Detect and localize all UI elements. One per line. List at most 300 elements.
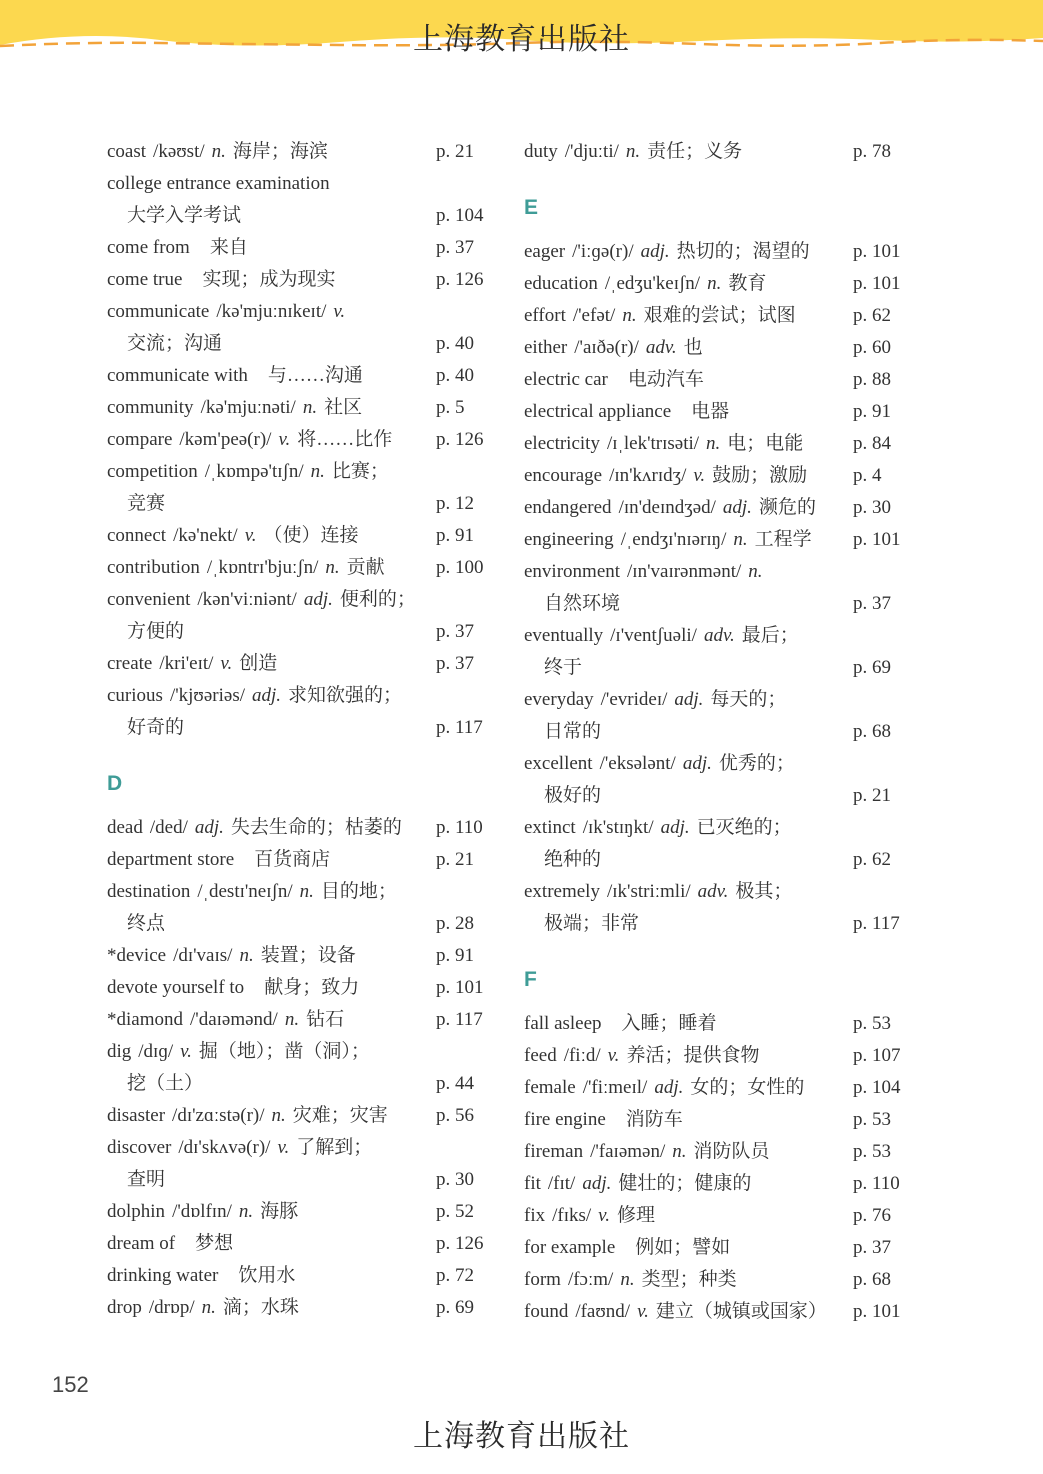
- entry-definition: 目的地；: [320, 881, 397, 902]
- entry-definition-continued: 交流；沟通: [127, 333, 223, 354]
- entry-continued-line: [107, 200, 502, 232]
- entry-page-ref: p. 37: [436, 621, 474, 642]
- entry-part-of-speech: n.: [672, 1141, 687, 1162]
- entry-first-line: [107, 424, 502, 456]
- entry-definition: 艰难的尝试；试图: [643, 305, 796, 326]
- entry-page-ref: p. 5: [436, 397, 465, 418]
- entry-first-line: [524, 1072, 919, 1104]
- entry-definition: 热切的；渴望的: [676, 241, 810, 262]
- entry-first-line: [524, 1200, 919, 1232]
- entry-definition: 最后；: [741, 625, 799, 646]
- entry-part-of-speech: v.: [333, 301, 346, 322]
- entry-word: contribution: [107, 557, 200, 578]
- entry-word: extremely: [524, 881, 600, 902]
- entry-word: disaster: [107, 1105, 166, 1126]
- entry-destination: [107, 876, 502, 940]
- entry-encourage: [524, 460, 919, 492]
- entry-first-line: [524, 1136, 919, 1168]
- entry-part-of-speech: n.: [620, 1269, 635, 1290]
- entry-first-line: [524, 876, 919, 908]
- entry-part-of-speech: v.: [607, 1045, 620, 1066]
- entry-definition: （使）连接: [263, 525, 359, 546]
- entry-continued-line: [107, 1068, 502, 1100]
- entry-first-line: [524, 236, 919, 268]
- entry-definition-continued: 极端；非常: [544, 913, 640, 934]
- entry-phonetic: /ɪn'kʌrɪdʒ/: [609, 465, 687, 486]
- entry-definition: 教育: [728, 273, 767, 294]
- entry-word: come from: [107, 237, 190, 258]
- entry-definition: 了解到；: [296, 1137, 373, 1158]
- entry-definition: 电器: [691, 401, 730, 422]
- entry-word: eager: [524, 241, 566, 262]
- entry-word: discover: [107, 1137, 172, 1158]
- entry-definition: 优秀的；: [718, 753, 795, 774]
- entry-word: encourage: [524, 465, 603, 486]
- entry-part-of-speech: n.: [622, 305, 637, 326]
- entry-first-line: [107, 1260, 502, 1292]
- entry-phonetic: /fiːd/: [563, 1045, 601, 1066]
- entry-definition-continued: 自然环境: [544, 593, 621, 614]
- entry-first-line: [107, 972, 502, 1004]
- entry-page-ref: p. 126: [436, 429, 484, 450]
- entry-phonetic: /dɪɡ/: [138, 1041, 174, 1062]
- entry-word: fireman: [524, 1141, 584, 1162]
- entry-part-of-speech: n.: [625, 141, 641, 162]
- entry-definition: 失去生命的；枯萎的: [230, 817, 402, 838]
- entry-page-ref: p. 37: [853, 593, 891, 614]
- entry-part-of-speech: adv.: [645, 337, 677, 358]
- entry-phonetic: /kə'mjuːnɪkeɪt/: [216, 301, 327, 322]
- entry-first-line: [107, 552, 502, 584]
- entry-word: duty: [524, 141, 558, 162]
- entry-page-ref: p. 126: [436, 269, 484, 290]
- entry-page-ref: p. 21: [436, 849, 474, 870]
- entry-for-example: [524, 1232, 919, 1264]
- entry-part-of-speech: v.: [277, 1137, 290, 1158]
- entry-word: department store: [107, 849, 235, 870]
- entry-part-of-speech: adj.: [682, 753, 712, 774]
- entry-word: dead: [107, 817, 143, 838]
- entry-definition: 也: [683, 337, 703, 358]
- entry-extremely: [524, 876, 919, 940]
- entry-first-line: [107, 520, 502, 552]
- entry-page-ref: p. 56: [436, 1105, 474, 1126]
- entry-word: fall asleep: [524, 1013, 602, 1034]
- entry-first-line: [524, 364, 919, 396]
- entry-definition: 海岸；海滨: [232, 141, 328, 162]
- entry-page-ref: p. 44: [436, 1073, 474, 1094]
- header-publisher: 上海教育出版社: [413, 22, 630, 57]
- entry-word: drop: [107, 1297, 142, 1318]
- entry-phonetic: /ded/: [149, 817, 188, 838]
- entry-word: engineering: [524, 529, 614, 550]
- entry-first-line: [107, 136, 502, 168]
- entry-page-ref: p. 53: [853, 1141, 891, 1162]
- entry-phonetic: /ˌkɒntrɪ'bjuːʃn/: [206, 557, 319, 578]
- entry-page-ref: p. 69: [436, 1297, 474, 1318]
- entry-word: dream of: [107, 1233, 176, 1254]
- entry-first-line: [524, 556, 919, 588]
- entry-part-of-speech: adv.: [697, 881, 729, 902]
- entry-continued-line: [107, 908, 502, 940]
- entry-drinking-water: [107, 1260, 502, 1292]
- entry-convenient: [107, 584, 502, 648]
- entry-first-line: [524, 396, 919, 428]
- entry-environment: [524, 556, 919, 620]
- entry-word: *device: [107, 945, 167, 966]
- entry-first-line: [107, 392, 502, 424]
- entry-endangered: [524, 492, 919, 524]
- entry-word: competition: [107, 461, 198, 482]
- entry-definition: 社区: [324, 397, 363, 418]
- entry-page-ref: p. 68: [853, 1269, 891, 1290]
- entry-extinct: [524, 812, 919, 876]
- entry-definition-continued: 查明: [127, 1169, 166, 1190]
- entry-word: electricity: [524, 433, 600, 454]
- entry-phonetic: /ˌdestɪ'neɪʃn/: [197, 881, 293, 902]
- entry-word: communicate with: [107, 365, 248, 386]
- entry-page-ref: p. 40: [436, 365, 474, 386]
- entry-first-line: [524, 492, 919, 524]
- entry-definition: 与……沟通: [267, 365, 363, 386]
- entry-effort: [524, 300, 919, 332]
- section-heading-e: E: [524, 196, 539, 219]
- entry-first-line: [524, 460, 919, 492]
- entry-page-ref: p. 62: [853, 849, 891, 870]
- entry-electric-car: [524, 364, 919, 396]
- entry-definition: 来自: [209, 237, 248, 258]
- entry-part-of-speech: n.: [302, 397, 318, 418]
- entry-page-ref: p. 37: [436, 653, 474, 674]
- entry-communicate-with: [107, 360, 502, 392]
- entry-phonetic: /'djuːti/: [564, 141, 619, 162]
- entry-first-line: [524, 1232, 919, 1264]
- entry-page-ref: p. 4: [853, 465, 882, 486]
- entry-first-line: [107, 456, 502, 488]
- entry-phonetic: /'dɒlfɪn/: [172, 1201, 232, 1222]
- entry-page-ref: p. 101: [853, 1301, 901, 1322]
- entry-first-line: [107, 584, 502, 616]
- entry-continued-line: [524, 652, 919, 684]
- entry-definition-continued: 绝种的: [544, 849, 602, 870]
- entry-part-of-speech: adj.: [654, 1077, 684, 1098]
- entry-first-line: [524, 1008, 919, 1040]
- entry-page-ref: p. 117: [853, 913, 900, 934]
- entry-definition: 比赛；: [331, 461, 389, 482]
- entry-word: fix: [524, 1205, 546, 1226]
- entry-page-ref: p. 117: [436, 1009, 483, 1030]
- entry-definition: 例如；譬如: [635, 1237, 731, 1258]
- entry-word: extinct: [524, 817, 576, 838]
- entry-first-line: [524, 1168, 919, 1200]
- entry-phonetic: /drɒp/: [148, 1297, 195, 1318]
- entry-part-of-speech: n.: [706, 433, 721, 454]
- entry-definition: 实现；成为现实: [202, 269, 336, 290]
- entry-word: female: [524, 1077, 576, 1098]
- entry-first-line: [524, 136, 919, 168]
- entry-first-line: [107, 940, 502, 972]
- entry-continued-line: [524, 716, 919, 748]
- entry-part-of-speech: v.: [693, 465, 706, 486]
- entry-page-ref: p. 72: [436, 1265, 474, 1286]
- entry-first-line: [107, 168, 502, 200]
- entry-part-of-speech: n.: [201, 1297, 216, 1318]
- entry-page-ref: p. 76: [853, 1205, 891, 1226]
- entry-part-of-speech: v.: [598, 1205, 610, 1226]
- entry-definition-continued: 极好的: [544, 785, 602, 806]
- entry-continued-line: [524, 780, 919, 812]
- entry-create: [107, 648, 502, 680]
- entry-definition: 钻石: [306, 1009, 345, 1030]
- entry-first-line: [107, 1228, 502, 1260]
- entry-first-line: [107, 360, 502, 392]
- entry-word: college entrance examination: [107, 173, 330, 194]
- entry-part-of-speech: n.: [271, 1105, 286, 1126]
- entry-part-of-speech: adj.: [582, 1173, 612, 1194]
- left-column: [107, 136, 502, 1324]
- entry-word: excellent: [524, 753, 593, 774]
- entry-phonetic: /fɪt/: [547, 1173, 576, 1194]
- entry-definition: 求知欲强的；: [288, 685, 403, 706]
- entry-definition: 鼓励；激励: [712, 465, 808, 486]
- entry-connect: [107, 520, 502, 552]
- entry-word: coast: [107, 141, 147, 162]
- entry-part-of-speech: n.: [325, 557, 340, 578]
- entry-first-line: [107, 812, 502, 844]
- entry-word: community: [107, 397, 194, 418]
- entry-part-of-speech: n.: [748, 561, 763, 582]
- entry-definition: 消防队员: [693, 1141, 770, 1162]
- entry-word: destination: [107, 881, 191, 902]
- entry-dig: [107, 1036, 502, 1100]
- entry-page-ref: p. 126: [436, 1233, 484, 1254]
- entry-curious: [107, 680, 502, 744]
- entry-first-line: [524, 1296, 919, 1328]
- entry-phonetic: /'evrideɪ/: [600, 689, 668, 710]
- entry-continued-line: [524, 844, 919, 876]
- entry-phonetic: /'aɪðə(r)/: [574, 337, 639, 358]
- entry-definition: 将……比作: [297, 429, 393, 450]
- entry-phonetic: /'faɪəmən/: [590, 1141, 666, 1162]
- entry-word: come true: [107, 269, 183, 290]
- entry-page-ref: p. 104: [436, 205, 484, 226]
- entry-page-ref: p. 52: [436, 1201, 474, 1222]
- entry-first-line: [524, 812, 919, 844]
- entry-word: dolphin: [107, 1201, 166, 1222]
- entry-part-of-speech: n.: [299, 881, 314, 902]
- entry-page-ref: p. 12: [436, 493, 474, 514]
- entry-definition: 健壮的；健康的: [618, 1173, 752, 1194]
- entry-page-ref: p. 68: [853, 721, 891, 742]
- entry-word: *diamond: [107, 1009, 183, 1030]
- entry-page-ref: p. 30: [853, 497, 891, 518]
- entry-devote-yourself-to: [107, 972, 502, 1004]
- entry-definition: 便利的；: [339, 589, 416, 610]
- entry-page-ref: p. 101: [853, 529, 901, 550]
- entry-engineering: [524, 524, 919, 556]
- entry-feed: [524, 1040, 919, 1072]
- entry-phonetic: /'daɪəmənd/: [190, 1009, 278, 1030]
- entry-phonetic: /fɔːm/: [567, 1269, 614, 1290]
- entry-compare: [107, 424, 502, 456]
- right-column: [524, 136, 919, 1328]
- entry-word: drinking water: [107, 1265, 219, 1286]
- entry-phonetic: /ˌkɒmpə'tɪʃn/: [204, 461, 304, 482]
- entry-continued-line: [524, 588, 919, 620]
- entry-word: education: [524, 273, 598, 294]
- entry-definition: 滴；水珠: [222, 1297, 299, 1318]
- entry-phonetic: /ɪk'striːmli/: [606, 881, 691, 902]
- entry-continued-line: [107, 616, 502, 648]
- entry-phonetic: /ɪˌlek'trɪsəti/: [606, 433, 700, 454]
- entry-disaster: [107, 1100, 502, 1132]
- entry-electrical-appliance: [524, 396, 919, 428]
- entry-page-ref: p. 30: [436, 1169, 474, 1190]
- entry-definition-continued: 大学入学考试: [127, 205, 242, 226]
- entry-phonetic: /ɪ'ventʃuəli/: [610, 625, 697, 646]
- entry-definition-continued: 好奇的: [127, 717, 185, 738]
- entry-eventually: [524, 620, 919, 684]
- entry-phonetic: /kəʊst/: [153, 141, 205, 162]
- entry-dead: [107, 812, 502, 844]
- entry-part-of-speech: n.: [707, 273, 722, 294]
- entry-first-line: [107, 264, 502, 296]
- entry-word: either: [524, 337, 568, 358]
- entry-word: feed: [524, 1045, 557, 1066]
- entry-definition: 入睡；睡着: [621, 1013, 717, 1034]
- entry-word: for example: [524, 1237, 616, 1258]
- entry-page-ref: p. 37: [436, 237, 474, 258]
- entry-phonetic: /ˌedʒu'keɪʃn/: [604, 273, 701, 294]
- entry-page-ref: p. 40: [436, 333, 474, 354]
- entry-first-line: [107, 1004, 502, 1036]
- entry-first-line: [107, 296, 502, 328]
- entry-word: fit: [524, 1173, 541, 1194]
- entry-either: [524, 332, 919, 364]
- entry-definition: 装置；设备: [260, 945, 356, 966]
- entry-definition: 消防车: [625, 1109, 683, 1130]
- entry-dolphin: [107, 1196, 502, 1228]
- entry-first-line: [524, 300, 919, 332]
- entry-continued-line: [524, 908, 919, 940]
- entry-female: [524, 1072, 919, 1104]
- entry-definition-continued: 终点: [127, 913, 166, 934]
- entry-word: connect: [107, 525, 167, 546]
- entry-first-line: [524, 1104, 919, 1136]
- entry-part-of-speech: v.: [244, 525, 257, 546]
- entry-page-ref: p. 101: [436, 977, 484, 998]
- entry-fix: [524, 1200, 919, 1232]
- entry-first-line: [107, 1036, 502, 1068]
- entry-everyday: [524, 684, 919, 748]
- entry-part-of-speech: v.: [278, 429, 291, 450]
- entry-part-of-speech: v.: [220, 653, 233, 674]
- entry-part-of-speech: n.: [310, 461, 325, 482]
- entry-part-of-speech: adj.: [674, 689, 704, 710]
- entry-first-line: [107, 1292, 502, 1324]
- entry-first-line: [524, 620, 919, 652]
- entry-word: convenient: [107, 589, 191, 610]
- entry-phonetic: /'eksələnt/: [599, 753, 676, 774]
- entry-definition: 百货商店: [254, 849, 331, 870]
- entry-definition: 电动汽车: [627, 369, 704, 390]
- entry-definition: 修理: [616, 1205, 655, 1226]
- entry-definition: 女的；女性的: [690, 1077, 805, 1098]
- entry-word: found: [524, 1301, 569, 1322]
- entry-first-line: [524, 1040, 919, 1072]
- entry-definition: 饮用水: [238, 1265, 296, 1286]
- footer-publisher: 上海教育出版社: [413, 1419, 630, 1454]
- entry-word: curious: [107, 685, 163, 706]
- entry-definition-continued: 竞赛: [127, 493, 166, 514]
- entry-phonetic: /kəm'peə(r)/: [179, 429, 272, 450]
- entry-definition: 极其；: [735, 881, 793, 902]
- page-number: 152: [52, 1372, 89, 1397]
- entry-word: dig: [107, 1041, 132, 1062]
- entry-definition: 责任；义务: [647, 141, 743, 162]
- entry-definition: 电；电能: [727, 433, 804, 454]
- entry-page-ref: p. 110: [436, 817, 483, 838]
- entry-first-line: [524, 1264, 919, 1296]
- entry-college-entrance-examination: [107, 168, 502, 232]
- entry-part-of-speech: n.: [284, 1009, 300, 1030]
- entry-phonetic: /ɪk'stɪŋkt/: [582, 817, 654, 838]
- entry-word: endangered: [524, 497, 612, 518]
- entry-word: communicate: [107, 301, 210, 322]
- entry-word: effort: [524, 305, 566, 326]
- entry-first-line: [524, 684, 919, 716]
- entry-first-line: [524, 428, 919, 460]
- entry-page-ref: p. 60: [853, 337, 891, 358]
- entry-part-of-speech: n.: [239, 945, 254, 966]
- entry-page-ref: p. 107: [853, 1045, 901, 1066]
- entry-page-ref: p. 84: [853, 433, 891, 454]
- entry-page-ref: p. 91: [853, 401, 891, 422]
- entry-part-of-speech: v.: [180, 1041, 192, 1062]
- entry-word: fire engine: [524, 1109, 606, 1130]
- entry-first-line: [107, 844, 502, 876]
- entry-drop: [107, 1292, 502, 1324]
- entry-word: electrical appliance: [524, 401, 672, 422]
- entry-phonetic: /kə'nekt/: [173, 525, 238, 546]
- entry-first-line: [107, 232, 502, 264]
- entry-page-ref: p. 117: [436, 717, 483, 738]
- entry-first-line: [524, 268, 919, 300]
- entry-dream-of: [107, 1228, 502, 1260]
- entry-definition: 类型；种类: [641, 1269, 737, 1290]
- entry-contribution: [107, 552, 502, 584]
- entry-phonetic: /ɪn'deɪndʒəd/: [618, 497, 716, 518]
- entry-word: devote yourself to: [107, 977, 245, 998]
- entry-page-ref: p. 21: [436, 141, 474, 162]
- entry-phonetic: /dɪ'zɑːstə(r)/: [172, 1105, 265, 1126]
- entry-definition: 灾难；灾害: [292, 1105, 388, 1126]
- entry-definition: 献身；致力: [264, 977, 360, 998]
- entry-definition: 梦想: [195, 1233, 234, 1254]
- entry-fall-asleep: [524, 1008, 919, 1040]
- entry-community: [107, 392, 502, 424]
- entry-definition: 工程学: [754, 529, 812, 550]
- entry-phonetic: /dɪ'vaɪs/: [173, 945, 233, 966]
- entry-definition: 海豚: [260, 1201, 299, 1222]
- entry-part-of-speech: adj.: [660, 817, 690, 838]
- entry-definition-continued: 终于: [544, 657, 583, 678]
- entry-page-ref: p. 78: [853, 141, 891, 162]
- entry-page-ref: p. 62: [853, 305, 891, 326]
- entry-word: everyday: [524, 689, 594, 710]
- entry-definition: 每天的；: [710, 689, 787, 710]
- entry-part-of-speech: n.: [238, 1201, 254, 1222]
